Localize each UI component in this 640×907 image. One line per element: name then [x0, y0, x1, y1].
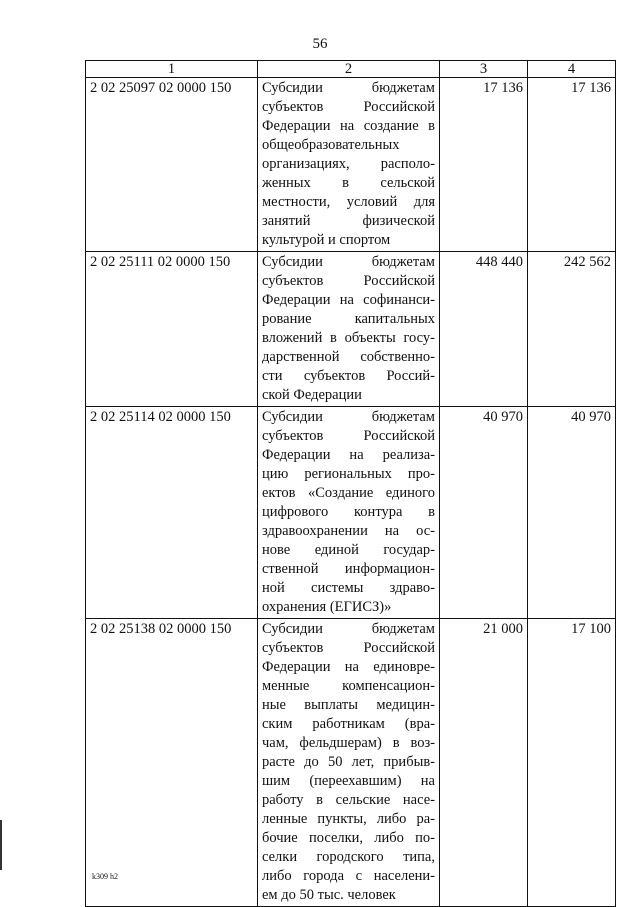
description-line: организациях, располо- — [262, 156, 435, 172]
budget-code-cell: 2 02 25097 02 0000 150 — [86, 78, 258, 252]
description-line: субъектов Российской — [262, 428, 435, 444]
description-line: ем до 50 тыс. человек — [262, 887, 396, 903]
column-header-2: 2 — [258, 61, 440, 78]
description-line: либо города с населени- — [262, 868, 435, 884]
description-line: культурой и спортом — [262, 232, 391, 248]
description-line: работу в сельские насе- — [262, 792, 435, 808]
description-line: Федерации на единовре- — [262, 659, 435, 675]
amount-col3-cell: 448 440 — [440, 252, 528, 407]
amount-col3-cell: 21 000 — [440, 619, 528, 907]
description-line: ственной информацион- — [262, 561, 435, 577]
description-line: Субсидии бюджетам — [262, 621, 435, 637]
description-line: местности, условий для — [262, 194, 435, 210]
description-cell — [258, 407, 440, 619]
table-header-row — [86, 61, 616, 78]
description-line: цифрового контура в — [262, 504, 435, 520]
description-line: Субсидии бюджетам — [262, 409, 435, 425]
description-line: субъектов Российской — [262, 273, 435, 289]
description-line: общеобразовательных — [262, 137, 400, 153]
amount-col4-cell: 17 136 — [528, 78, 616, 252]
table-row — [86, 619, 616, 907]
amount-col3-cell: 17 136 — [440, 78, 528, 252]
description-line: занятий физической — [262, 213, 435, 229]
description-line: Федерации на софинанси- — [262, 292, 435, 308]
table-row — [86, 407, 616, 619]
budget-table — [85, 60, 616, 907]
description-line: шим (переехавшим) на — [262, 773, 435, 789]
description-line: сти субъектов Россий- — [262, 368, 435, 384]
budget-code-cell: 2 02 25138 02 0000 150 — [86, 619, 258, 907]
description-line: охранения (ЕГИСЗ)» — [262, 599, 392, 615]
amount-col4-cell: 40 970 — [528, 407, 616, 619]
description-line: менные компенсацион- — [262, 678, 435, 694]
description-line: ектов «Создание единого — [262, 485, 435, 501]
amount-col4-cell: 17 100 — [528, 619, 616, 907]
description-line: ленные пункты, либо ра- — [262, 811, 435, 827]
description-line: вложений в объекты госу- — [262, 330, 435, 346]
footer-code: k309 h2 — [92, 872, 118, 881]
description-line: Федерации на создание в — [262, 118, 435, 134]
description-line: здравоохранении на ос- — [262, 523, 435, 539]
description-line: Субсидии бюджетам — [262, 254, 435, 270]
scan-edge-mark — [0, 820, 2, 870]
column-header-4: 4 — [528, 61, 616, 78]
page-number: 56 — [312, 36, 328, 52]
description-line: рование капитальных — [262, 311, 435, 327]
description-line: бочие поселки, либо по- — [262, 830, 435, 846]
description-line: ским работникам (вра- — [262, 716, 435, 732]
description-line: Субсидии бюджетам — [262, 80, 435, 96]
description-line: дарственной собственно- — [262, 349, 435, 365]
description-line: Федерации на реализа- — [262, 447, 435, 463]
description-line: цию региональных про- — [262, 466, 435, 482]
amount-col3-cell: 40 970 — [440, 407, 528, 619]
amount-col4-cell: 242 562 — [528, 252, 616, 407]
table-row — [86, 78, 616, 252]
table-row — [86, 252, 616, 407]
description-line: субъектов Российской — [262, 640, 435, 656]
table-body — [86, 78, 616, 907]
description-line: нове единой государ- — [262, 542, 435, 558]
description-line: ной системы здраво- — [262, 580, 435, 596]
description-line: субъектов Российской — [262, 99, 435, 115]
description-line: женных в сельской — [262, 175, 435, 191]
budget-code-cell: 2 02 25111 02 0000 150 — [86, 252, 258, 407]
budget-code-cell: 2 02 25114 02 0000 150 — [86, 407, 258, 619]
description-cell — [258, 78, 440, 252]
description-line: чам, фельдшерам) в воз- — [262, 735, 435, 751]
description-line: селки городского типа, — [262, 849, 435, 865]
description-cell — [258, 252, 440, 407]
description-line: расте до 50 лет, прибыв- — [262, 754, 435, 770]
description-cell — [258, 619, 440, 907]
column-header-1: 1 — [86, 61, 258, 78]
description-line: ные выплаты медицин- — [262, 697, 435, 713]
description-line: ской Федерации — [262, 387, 362, 403]
column-header-3: 3 — [440, 61, 528, 78]
